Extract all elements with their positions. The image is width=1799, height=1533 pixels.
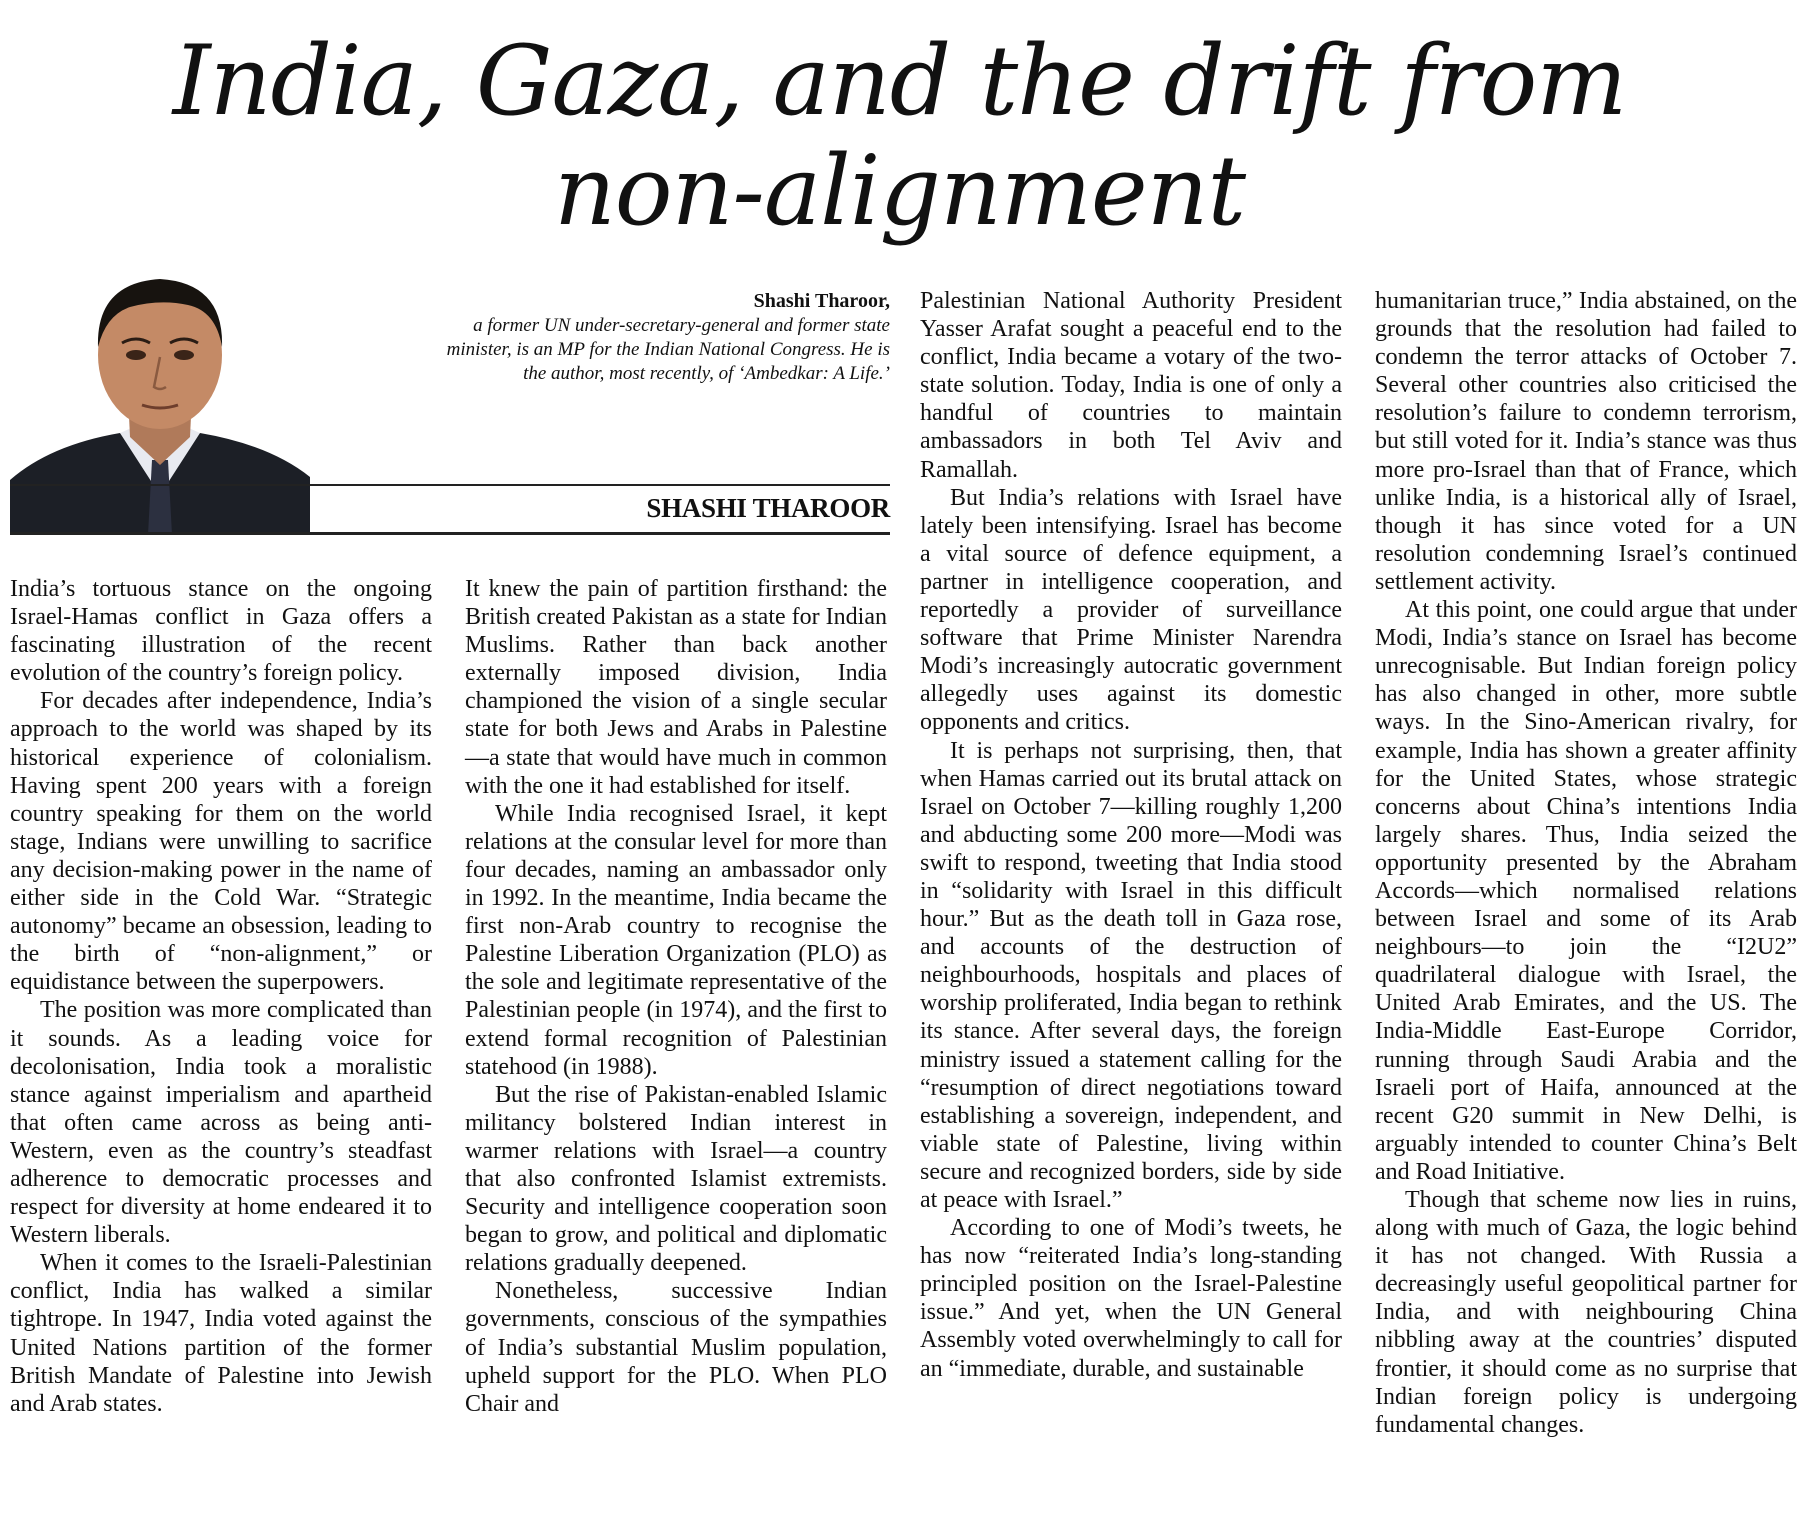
paragraph: It is perhaps not surprising, then, that when Hamas carried out its brutal attack on Israel on October 7—killing roughly 1,200 and abducting some 200 more—Modi was swift to respond, tweeting that India stood in “solidarity with Israel in this difficult hour.” But as the death toll in Gaza rose, and accounts of the destruction of neighbourhoods, hospitals and places of worship proliferated, India began to rethink its stance. After several days, the foreign ministry issued a statement calling for the “resumption of direct negotiations toward establishing a sovereign, independent, and viable state of Palestine, living within secure and recognized borders, side by side at peace with Israel.” (920, 737, 1342, 1213)
paragraph: humanitarian truce,” India abstained, on the grounds that the resolution had failed to condemn the terror attacks of October 7. Several other countries also criticised the resolution’s failure to condemn terrorism, but still voted for it. India’s stance was thus more pro-Israel than that of France, which unlike India, is a historical ally of Israel, though it has since voted for a UN resolution condemning Israel’s continued settlement activity. (1375, 288, 1797, 595)
article-column-4 (1375, 287, 1797, 1439)
headline-line-2: non-alignment (553, 135, 1246, 247)
paragraph: Nonetheless, successive Indian governments, conscious of the sympathies of India’s substantial Muslim population, upheld support for the PLO. When PLO Chair and (465, 1278, 887, 1417)
byline-bottom-rule (10, 532, 890, 535)
article-column-3 (920, 287, 1342, 1383)
paragraph: But the rise of Pakistan-enabled Islamic militancy bolstered Indian interest in warmer relations with Israel—a country that also confronted Islamist extremists. Security and intelligence cooperation soon began to grow, and political and diplomatic relations gradually deepened. (465, 1081, 887, 1277)
byline: SHASHI THAROOR (646, 493, 890, 523)
paragraph: For decades after independence, India’s approach to the world was shaped by its historical experience of colonialism. Having spent 200 years with a foreign country speaking for them on the world stage, Indians were unwilling to sacrifice any decision-making power in the name of either side in the Cold War. “Strategic autonomy” became an obsession, leading to the birth of “non-alignment,” or equidistance between the superpowers. (10, 688, 432, 996)
paragraph: While India recognised Israel, it kept relations at the consular level for more than four decades, naming an ambassador only in 1992. In the meantime, India became the first non-Arab country to recognise the Palestine Liberation Organization (PLO) as the sole and legitimate representative of the Palestinian people (in 1974), and the first to extend formal recognition of Palestinian statehood (in 1988). (465, 800, 887, 1080)
author-photo (10, 265, 310, 535)
author-name: Shashi Tharoor, (753, 290, 890, 312)
paragraph: When it comes to the Israeli-Palestinian conflict, India has walked a similar tightrope. In 1947, India voted against the United Nations partition of the former British Mandate of Palestine into Jewish and Arab states. (10, 1250, 432, 1417)
paragraph: The position was more complicated than it sounds. As a leading voice for decolonisation, India took a moralistic stance against imperialism and apartheid that often came across as being anti-Western, even as the country’s steadfast adherence to democratic processes and respect for diversity at home endeared it to Western liberals. (10, 997, 432, 1249)
paragraph: Palestinian National Authority President Yasser Arafat sought a peaceful end to the conflict, India became a votary of the two-state solution. Today, India is one of only a handful of countries to maintain ambassadors in both Tel Aviv and Ramallah. (920, 288, 1342, 483)
headline (0, 26, 1799, 246)
author-bio: a former UN under-secretary-general and former state minister, is an MP for the Indian National Congress. He is the author, most recently, of ‘Ambedkar: A Life.’ (446, 315, 890, 384)
article-column-2 (465, 575, 887, 1418)
paragraph: But India’s relations with Israel have lately been intensifying. Israel has become a vital source of defence equipment, a partner in intelligence cooperation, and reportedly a provider of surveillance software that Prime Minister Narendra Modi’s increasingly autocratic government allegedly uses against its domestic opponents and critics. (920, 484, 1342, 736)
paragraph: India’s tortuous stance on the ongoing Israel-Hamas conflict in Gaza offers a fascinating illustration of the recent evolution of the country’s foreign policy. (10, 576, 432, 687)
paragraph: According to one of Modi’s tweets, he has now “reiterated India’s long-standing principled position on the Israel-Palestine issue.” And yet, when the UN General Assembly voted overwhelmingly to call for an “immediate, durable, and sustainable (920, 1215, 1342, 1382)
paragraph: At this point, one could argue that under Modi, India’s stance on Israel has become unrecognisable. But Indian foreign policy has also changed in other, more subtle ways. In the Sino-American rivalry, for example, India has shown a greater affinity for the United States, whose strategic concerns about China’s intentions India largely shares. Thus, India seized the opportunity presented by the Abraham Accords—which normalised relations between Israel and some of its Arab neighbours—to join the “I2U2” quadrilateral dialogue with Israel, the United Arab Emirates, and the US. The India-Middle East-Europe Corridor, running through Saudi Arabia and the Israeli port of Haifa, announced at the recent G20 summit in New Delhi, is arguably intended to counter China’s Belt and Road Initiative. (1375, 597, 1797, 1185)
article-column-1 (10, 575, 432, 1418)
paragraph: It knew the pain of partition firsthand: the British created Pakistan as a state for Indian Muslims. Rather than back another externally imposed division, India championed the vision of a single secular state for both Jews and Arabs in Palestine—a state that would have much in common with the one it had established for itself. (465, 576, 887, 799)
byline-top-rule (10, 484, 890, 486)
paragraph: Though that scheme now lies in ruins, along with much of Gaza, the logic behind it has not changed. With Russia a decreasingly useful geopolitical partner for India, and with neighbouring China nibbling away at the countries’ disputed frontier, it should come as no surprise that Indian foreign policy is undergoing fundamental changes. (1375, 1187, 1797, 1438)
author-info (430, 288, 890, 386)
headline-line-1: India, Gaza, and the drift from (172, 25, 1627, 137)
